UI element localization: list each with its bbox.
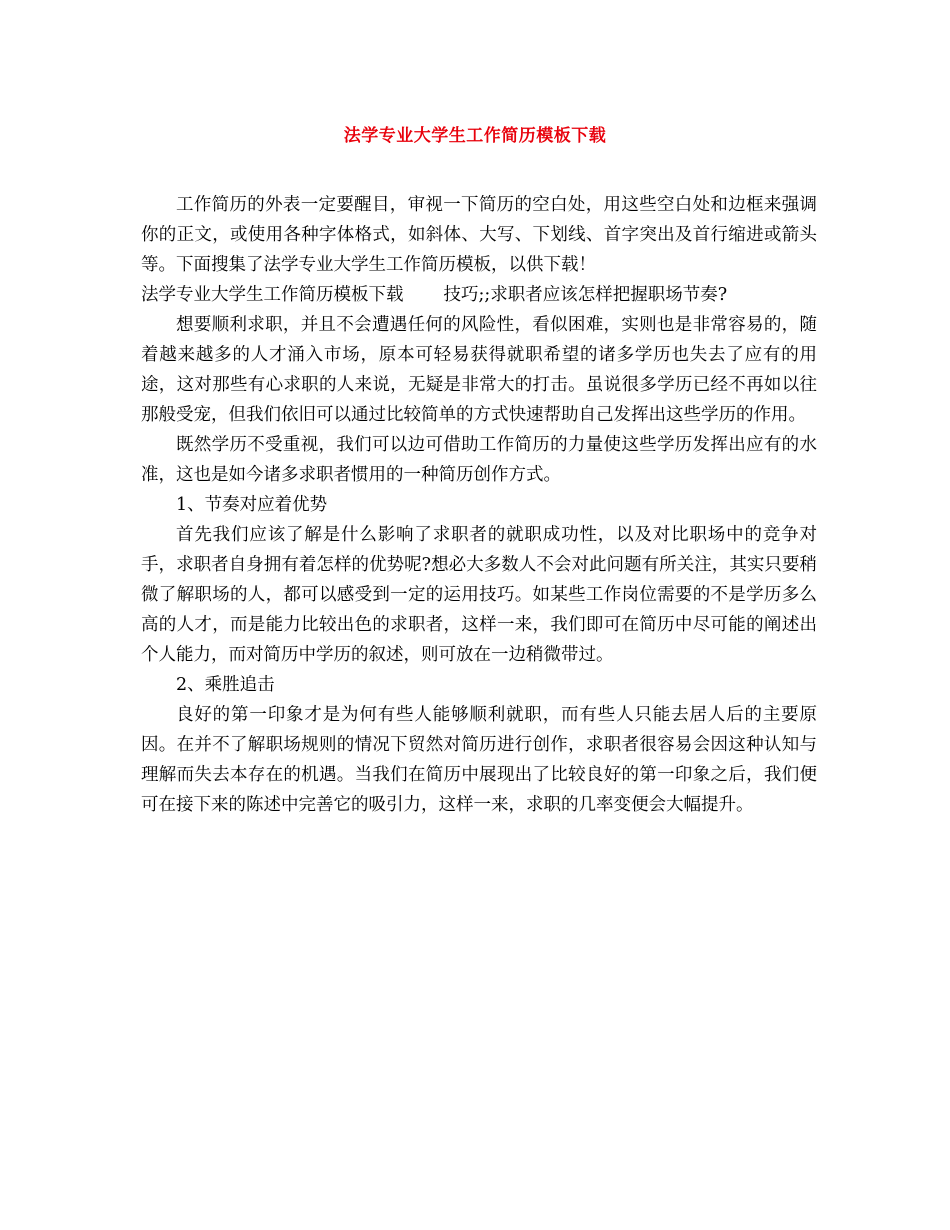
subtitle-left: 法学专业大学生工作简历模板下载	[141, 285, 404, 305]
paragraph-3: 首先我们应该了解是什么影响了求职者的就职成功性，以及对比职场中的竞争对手，求职者自身拥有着怎样的优势呢?想必大多数人不会对此问题有所关注，其实只要稍微了解职场的人，都可以感受到一定的运用技巧。如某些工作岗位需要的不是学历多么高的人才，而是能力比较出色的求职者，这样一来，我们即可在简历中尽可能的阐述出个人能力，而对简历中学历的叙述，则可放在一边稍微带过。	[141, 525, 817, 665]
paragraph-1: 想要顺利求职，并且不会遭遇任何的风险性，看似困难，实则也是非常容易的，随着越来越多的人才涌入市场，原本可轻易获得就职希望的诸多学历也失去了应有的用途，这对那些有心求职的人来说，无疑是非常大的打击。虽说很多学历已经不再如以往那般受宠，但我们依旧可以通过比较简单的方式快速帮助自己发挥出这些学历的作用。	[141, 315, 817, 425]
document-title: 法学专业大学生工作简历模板下载	[343, 126, 607, 146]
subtitle-line	[141, 280, 817, 310]
paragraph-4: 良好的第一印象才是为何有些人能够顺利就职，而有些人只能去居人后的主要原因。在并不了解职场规则的情况下贸然对简历进行创作，求职者很容易会因这种认知与理解而失去本存在的机遇。当我们在简历中展现出了比较良好的第一印象之后，我们便可在接下来的陈述中完善它的吸引力，这样一来，求职的几率变便会大幅提升。	[141, 705, 817, 815]
document-body	[141, 190, 817, 820]
section-heading-1: 1、节奏对应着优势	[176, 495, 328, 515]
intro-paragraph: 工作简历的外表一定要醒目，审视一下简历的空白处，用这些空白处和边框来强调你的正文，或使用各种字体格式，如斜体、大写、下划线、首字突出及首行缩进或箭头等。下面搜集了法学专业大学生工作简历模板，以供下载！	[141, 195, 817, 275]
section-heading-2: 2、乘胜追击	[176, 675, 275, 695]
paragraph-2: 既然学历不受重视，我们可以边可借助工作简历的力量使这些学历发挥出应有的水准，这也是如今诸多求职者惯用的一种简历创作方式。	[141, 435, 817, 485]
subtitle-right: 技巧;;求职者应该怎样把握职场节奏?	[443, 285, 728, 305]
